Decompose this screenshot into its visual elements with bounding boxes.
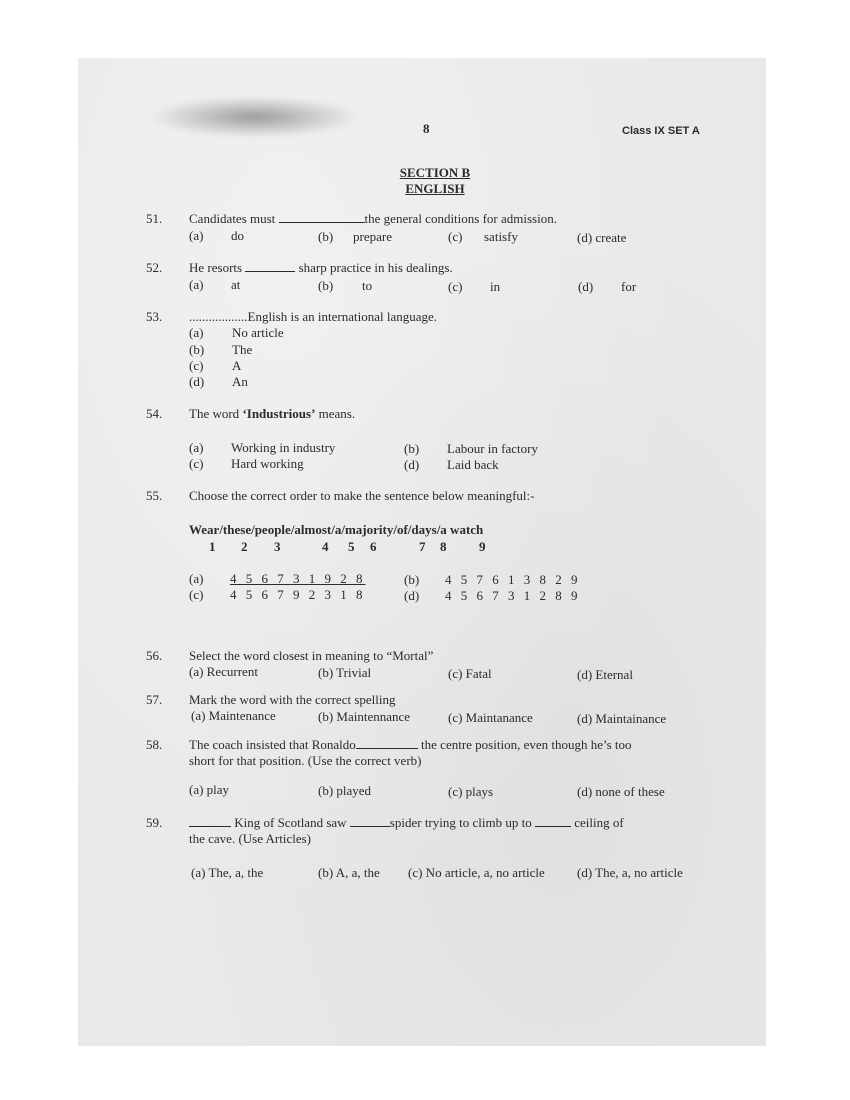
option-label: (c)	[448, 279, 463, 294]
option-text: 4 5 6 7 3 1 2 8 9	[445, 588, 581, 603]
option-text: A	[232, 358, 242, 373]
word-index: 3	[274, 539, 281, 554]
option-label: (d)	[578, 279, 594, 294]
class-set-label: Class IX SET A	[622, 125, 700, 137]
option-label: (b)	[404, 441, 420, 456]
option-label: (a)	[189, 277, 204, 292]
option-label: (b)	[318, 278, 334, 293]
option-text: 4 5 6 7 9 2 3 1 8	[230, 587, 366, 602]
page-number: 8	[423, 121, 430, 136]
question-number: 53.	[146, 309, 163, 324]
word-index: 4	[322, 539, 329, 554]
option-text: at	[231, 277, 241, 292]
option-text: 4 5 7 6 1 3 8 2 9	[445, 572, 581, 587]
answer-blank	[279, 211, 365, 223]
option-text: (a) play	[189, 782, 230, 797]
option-text: (c) No article, a, no article	[408, 865, 545, 880]
question-text: Candidates must the general conditions for admission.	[189, 211, 557, 226]
section-title: SECTION B	[399, 165, 471, 180]
question-number: 57.	[146, 692, 163, 707]
option-text: (d) create	[577, 230, 627, 245]
option-text: Labour in factory	[447, 441, 538, 456]
option-text: (a) Recurrent	[189, 664, 258, 679]
answer-blank	[535, 815, 571, 827]
option-label: (a)	[189, 325, 204, 340]
option-text: satisfy	[484, 229, 518, 244]
option-text: (d) none of these	[577, 784, 665, 799]
option-text: (b) Maintennance	[318, 709, 411, 724]
option-text: (d) Maintainance	[577, 711, 667, 726]
option-label: (a)	[189, 571, 204, 586]
option-text: Hard working	[231, 456, 304, 471]
question-text-line2: short for that position. (Use the correct verb)	[189, 753, 422, 768]
question-text: Mark the word with the correct spelling	[189, 692, 396, 707]
scan-smudge	[150, 96, 360, 138]
question-number: 58.	[146, 737, 163, 752]
option-text: (a) The, a, the	[191, 865, 264, 880]
option-label: (c)	[448, 229, 463, 244]
option-label: (a)	[189, 228, 204, 243]
word-index: 5	[348, 539, 355, 554]
option-label: (c)	[189, 456, 204, 471]
option-text: (b) Trivial	[318, 665, 372, 680]
option-text: No article	[232, 325, 284, 340]
question-number: 54.	[146, 406, 163, 421]
word-index: 1	[209, 539, 216, 554]
option-text: prepare	[353, 229, 392, 244]
answer-blank	[356, 737, 418, 749]
answer-blank	[350, 815, 390, 827]
option-text: do	[231, 228, 244, 243]
question-text: He resorts sharp practice in his dealings.	[189, 260, 453, 275]
question-text: The word ‘Industrious’ means.	[189, 406, 356, 421]
word-index: 9	[479, 539, 486, 554]
option-text: (c) Fatal	[448, 666, 492, 681]
word-index: 8	[440, 539, 447, 554]
question-number: 51.	[146, 211, 163, 226]
question-number: 52.	[146, 260, 163, 275]
option-text: (b) played	[318, 783, 372, 798]
answer-blank	[189, 815, 231, 827]
option-text: to	[362, 278, 373, 293]
word-index: 6	[370, 539, 377, 554]
question-text-line2: the cave. (Use Articles)	[189, 831, 312, 846]
option-text: (c) plays	[448, 784, 494, 799]
option-text: Working in industry	[231, 440, 336, 455]
option-text: Laid back	[447, 457, 499, 472]
option-label: (d)	[404, 588, 420, 603]
question-text: Select the word closest in meaning to “Mortal”	[189, 648, 434, 663]
question-number: 56.	[146, 648, 163, 663]
question-text: King of Scotland saw spider trying to climb up to ceiling of	[189, 815, 624, 831]
jumbled-sentence: Wear/these/people/almost/a/majority/of/days/a watch	[189, 522, 484, 537]
word-index: 2	[241, 539, 248, 554]
option-label: (d)	[404, 457, 420, 472]
option-text: An	[232, 374, 248, 389]
option-text: (c) Maintanance	[448, 710, 533, 725]
question-text: Choose the correct order to make the sentence below meaningful:-	[189, 488, 535, 503]
option-text: (b) A, a, the	[318, 865, 380, 880]
option-label: (c)	[189, 358, 204, 373]
option-label: (c)	[189, 587, 204, 602]
option-text: (d) Eternal	[577, 667, 633, 682]
answer-blank	[245, 260, 295, 272]
word-index: 7	[419, 539, 426, 554]
option-label: (a)	[189, 440, 204, 455]
option-text: (a) Maintenance	[191, 708, 276, 723]
option-label: (d)	[189, 374, 205, 389]
option-text: in	[490, 279, 501, 294]
option-text: (d) The, a, no article	[577, 865, 683, 880]
section-subtitle: ENGLISH	[405, 181, 465, 196]
option-text: for	[621, 279, 637, 294]
option-text: 4 5 6 7 3 1 9 2 8	[230, 571, 366, 586]
question-text: ..................English is an international language.	[189, 309, 438, 324]
option-label: (b)	[189, 342, 205, 357]
question-number: 55.	[146, 488, 163, 503]
option-label: (b)	[404, 572, 420, 587]
question-number: 59.	[146, 815, 163, 830]
option-label: (b)	[318, 229, 334, 244]
option-text: The	[232, 342, 253, 357]
question-text: The coach insisted that Ronaldo the centre position, even though he’s too	[189, 737, 632, 752]
